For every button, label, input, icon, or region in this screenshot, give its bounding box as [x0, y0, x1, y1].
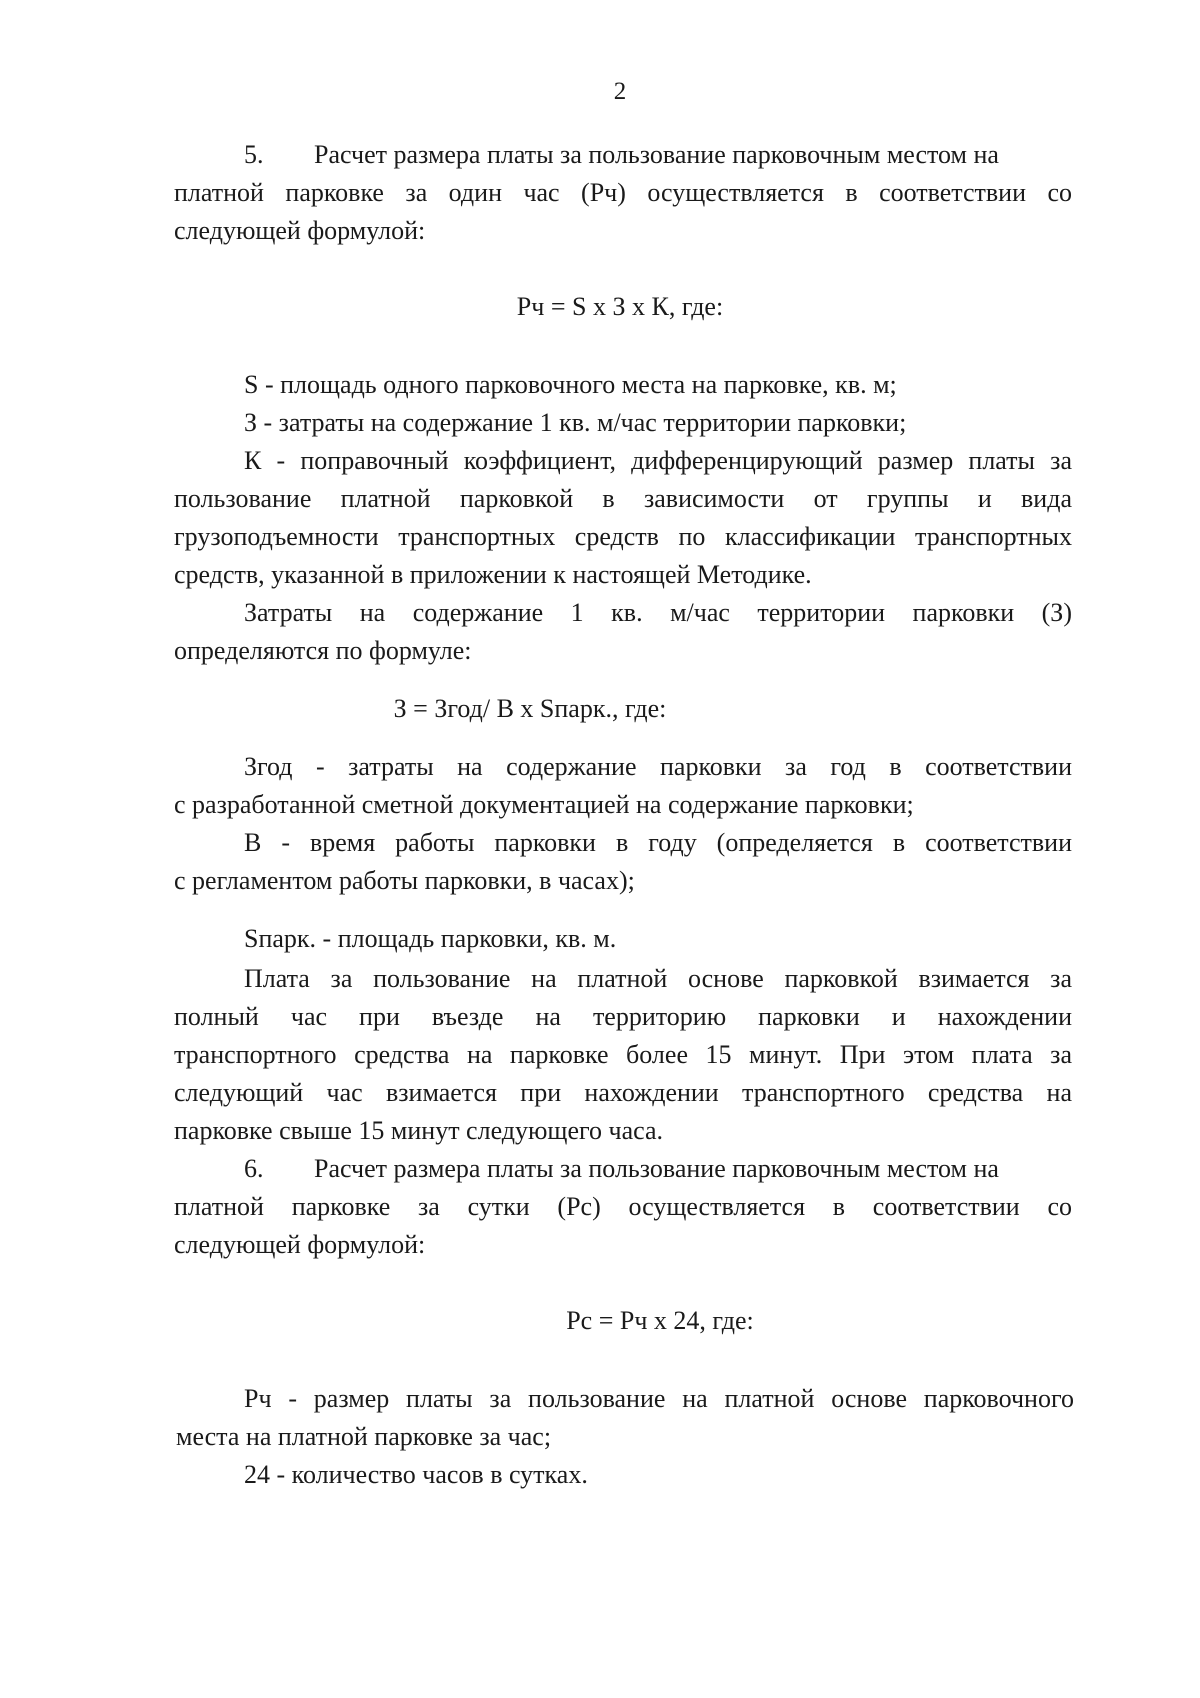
paragraph-5-line-2: платной парковке за один час (Рч) осуществляется в соответствии со	[174, 178, 1072, 207]
def-k-line-2: пользование платной парковкой в зависимости от группы и вида	[174, 484, 1072, 513]
paragraph-6-line-1	[244, 1152, 1072, 1186]
def-zgod-line-1: Згод - затраты на содержание парковки за год в соответствии	[244, 752, 1072, 781]
paragraph-5-line-1	[244, 138, 1072, 172]
def-hours: 24 - количество часов в сутках.	[244, 1460, 588, 1489]
def-rch-line-2: места на платной парковке за час;	[176, 1422, 552, 1451]
payment-line-5: парковке свыше 15 минут следующего часа.	[174, 1116, 664, 1145]
paragraph-5-line-3: следующей формулой:	[174, 216, 426, 245]
paragraph-5-number: 5.	[244, 140, 264, 169]
page-number: 2	[613, 78, 627, 105]
def-k-line-4: средств, указанной в приложении к настоящей Методике.	[174, 560, 812, 589]
paragraph-6-number: 6.	[244, 1154, 264, 1183]
z-intro-line-1: Затраты на содержание 1 кв. м/час территории парковки (З)	[244, 598, 1072, 627]
def-v-line-2: с регламентом работы парковки, в часах);	[174, 866, 635, 895]
def-z: З - затраты на содержание 1 кв. м/час территории парковки;	[244, 408, 907, 437]
def-zgod-line-2: с разработанной сметной документацией на содержание парковки;	[174, 790, 914, 819]
def-k-line-3: грузоподъемности транспортных средств по классификации транспортных	[174, 522, 1072, 551]
payment-line-2: полный час при въезде на территорию парковки и нахождении	[174, 1002, 1072, 1031]
def-v-line-1: В - время работы парковки в году (определяется в соответствии	[244, 828, 1072, 857]
formula-hourly-rate: Рч = S x З x К, где:	[516, 292, 724, 321]
paragraph-6-text-1: Расчет размера платы за пользование парковочным местом на	[314, 1154, 999, 1183]
formula-daily-rate: Рс = Рч x 24, где:	[566, 1306, 754, 1335]
paragraph-6-line-3: следующей формулой:	[174, 1230, 426, 1259]
z-intro-line-2: определяются по формуле:	[174, 636, 472, 665]
def-s: S - площадь одного парковочного места на парковке, кв. м;	[244, 370, 897, 399]
payment-line-4: следующий час взимается при нахождении транспортного средства на	[174, 1078, 1072, 1107]
payment-line-3: транспортного средства на парковке более 15 минут. При этом плата за	[174, 1040, 1072, 1069]
paragraph-5-text-1: Расчет размера платы за пользование парковочным местом на	[314, 140, 999, 169]
def-k-line-1: К - поправочный коэффициент, дифференцирующий размер платы за	[244, 446, 1072, 475]
formula-costs: З = Згод/ В x Sпарк., где:	[393, 694, 667, 723]
def-spark: Sпарк. - площадь парковки, кв. м.	[244, 924, 617, 953]
paragraph-6-line-2: платной парковке за сутки (Рс) осуществляется в соответствии со	[174, 1192, 1072, 1221]
def-rch-line-1: Рч - размер платы за пользование на платной основе парковочного	[244, 1384, 1074, 1413]
payment-line-1: Плата за пользование на платной основе парковкой взимается за	[244, 964, 1072, 993]
